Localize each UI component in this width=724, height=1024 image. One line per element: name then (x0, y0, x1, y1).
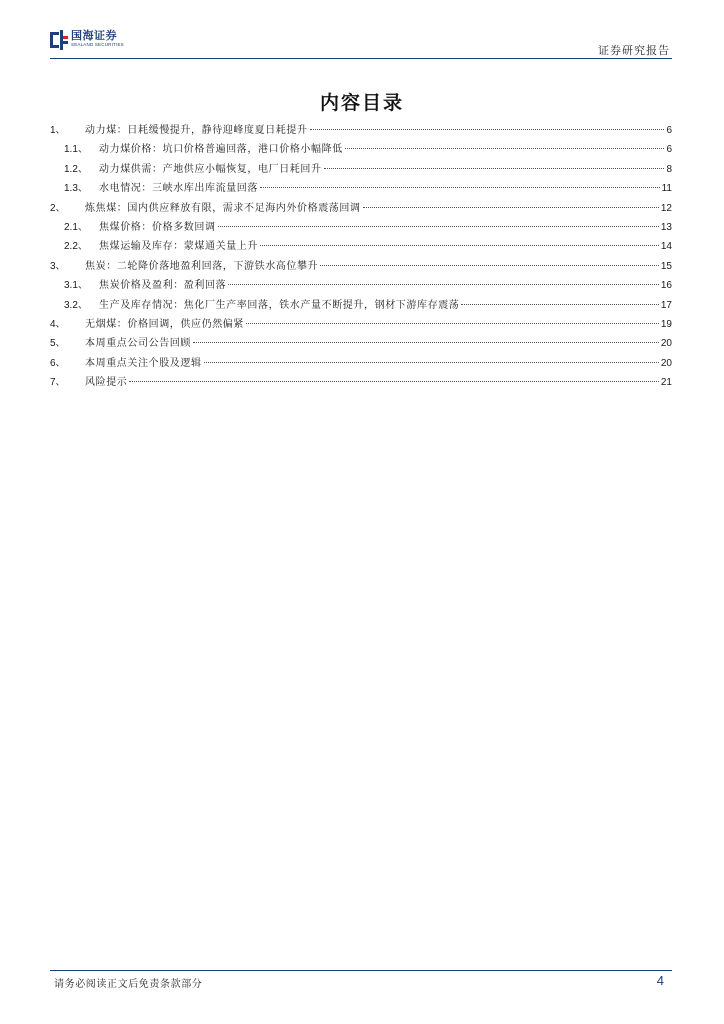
toc-entry[interactable] (50, 315, 672, 334)
toc-entry[interactable] (50, 237, 672, 256)
toc-entry-page: 15 (660, 260, 672, 272)
toc-entry-number: 3.2、 (64, 299, 88, 311)
toc-entry[interactable] (50, 179, 672, 198)
company-logo (50, 30, 124, 52)
report-type-label: 证券研究报告 (598, 44, 670, 57)
toc-entry-page: 14 (660, 241, 672, 253)
toc-entry[interactable] (50, 334, 672, 353)
toc-entry[interactable] (50, 160, 672, 179)
page-header (50, 28, 672, 59)
toc-entry[interactable] (50, 140, 672, 159)
toc-entry[interactable] (50, 296, 672, 315)
toc-entry-title: 水电情况：三峡水库出库流量回落 (99, 183, 258, 195)
toc-leader-dots (218, 226, 659, 227)
toc-entry-number: 1、 (50, 125, 66, 136)
toc-entry[interactable] (50, 199, 672, 218)
toc-entry-number: 3.1、 (64, 280, 88, 292)
toc-leader-dots (260, 245, 659, 246)
toc-leader-dots (193, 342, 659, 343)
toc-entry[interactable] (50, 121, 672, 140)
toc-entry-number: 5、 (50, 338, 66, 350)
toc-entry-page: 13 (660, 221, 672, 233)
toc-entry-title: 炼焦煤：国内供应释放有限，需求不足海内外价格震荡回调 (85, 202, 361, 214)
toc-entry[interactable] (50, 276, 672, 295)
toc-leader-dots (129, 381, 658, 382)
toc-leader-dots (310, 129, 665, 130)
sealand-logo-icon (50, 30, 68, 50)
toc-entry-number: 4、 (50, 318, 66, 330)
toc-entry-title: 焦煤价格：价格多数回调 (99, 221, 216, 233)
toc-entry-title: 无烟煤：价格回调，供应仍然偏紧 (85, 318, 244, 330)
toc-entry-number: 6、 (50, 357, 66, 369)
toc-entry-page: 11 (661, 183, 672, 195)
toc-entry-title: 焦炭价格及盈利：盈利回落 (99, 280, 227, 292)
toc-entry-title: 焦煤运输及库存：蒙煤通关量上升 (99, 241, 258, 253)
page-footer (50, 970, 672, 991)
toc-entry-number: 3、 (50, 260, 66, 272)
logo-english-name: SEALAND SECURITIES (71, 42, 124, 47)
toc-leader-dots (345, 148, 665, 149)
toc-leader-dots (246, 323, 659, 324)
toc-entry-page: 8 (666, 163, 672, 175)
toc-entry[interactable] (50, 354, 672, 373)
toc-entry-number: 7、 (50, 377, 66, 389)
toc-entry-page: 21 (660, 377, 672, 389)
page-number: 4 (656, 973, 664, 988)
toc-entry-page: 6 (666, 125, 672, 136)
toc-entry-page: 6 (666, 144, 672, 156)
toc-entry-page: 17 (660, 299, 672, 311)
table-of-contents (50, 121, 672, 392)
toc-entry-number: 1.1、 (64, 144, 88, 156)
toc-entry-page: 20 (660, 357, 672, 369)
toc-entry-page: 19 (660, 318, 672, 330)
toc-entry-number: 1.3、 (64, 183, 88, 195)
disclaimer-note: 请务必阅读正文后免责条款部分 (54, 979, 203, 990)
toc-entry-title: 风险提示 (85, 377, 128, 389)
toc-entry[interactable] (50, 218, 672, 237)
toc-leader-dots (204, 362, 659, 363)
toc-entry-number: 2、 (50, 202, 66, 214)
toc-entry-title: 焦炭：二轮降价落地盈利回落，下游铁水高位攀升 (85, 260, 319, 272)
toc-entry-title: 本周重点关注个股及逻辑 (85, 357, 202, 369)
toc-entry-title: 本周重点公司公告回顾 (85, 338, 191, 350)
toc-entry-number: 2.1、 (64, 221, 88, 233)
toc-entry-title: 动力煤：日耗缓慢提升，静待迎峰度夏日耗提升 (85, 125, 308, 136)
toc-entry-number: 2.2、 (64, 241, 88, 253)
toc-leader-dots (461, 304, 658, 305)
toc-leader-dots (260, 187, 660, 188)
toc-entry-number: 1.2、 (64, 163, 88, 175)
toc-entry-page: 20 (660, 338, 672, 350)
toc-leader-dots (363, 207, 659, 208)
toc-entry-page: 16 (660, 280, 672, 292)
toc-entry-page: 12 (660, 202, 672, 214)
toc-entry[interactable] (50, 373, 672, 392)
logo-chinese-name: 国海证券 (71, 29, 117, 42)
toc-entry-title: 动力煤价格：坑口价格普遍回落，港口价格小幅降低 (99, 144, 343, 156)
toc-leader-dots (324, 168, 665, 169)
toc-entry-title: 生产及库存情况：焦化厂生产率回落，铁水产量不断提升，钢材下游库存震荡 (99, 299, 460, 311)
toc-leader-dots (320, 265, 659, 266)
toc-entry-title: 动力煤供需：产地供应小幅恢复，电厂日耗回升 (99, 163, 322, 175)
toc-leader-dots (228, 284, 659, 285)
toc-title: 内容目录 (319, 92, 404, 114)
toc-entry[interactable] (50, 257, 672, 276)
